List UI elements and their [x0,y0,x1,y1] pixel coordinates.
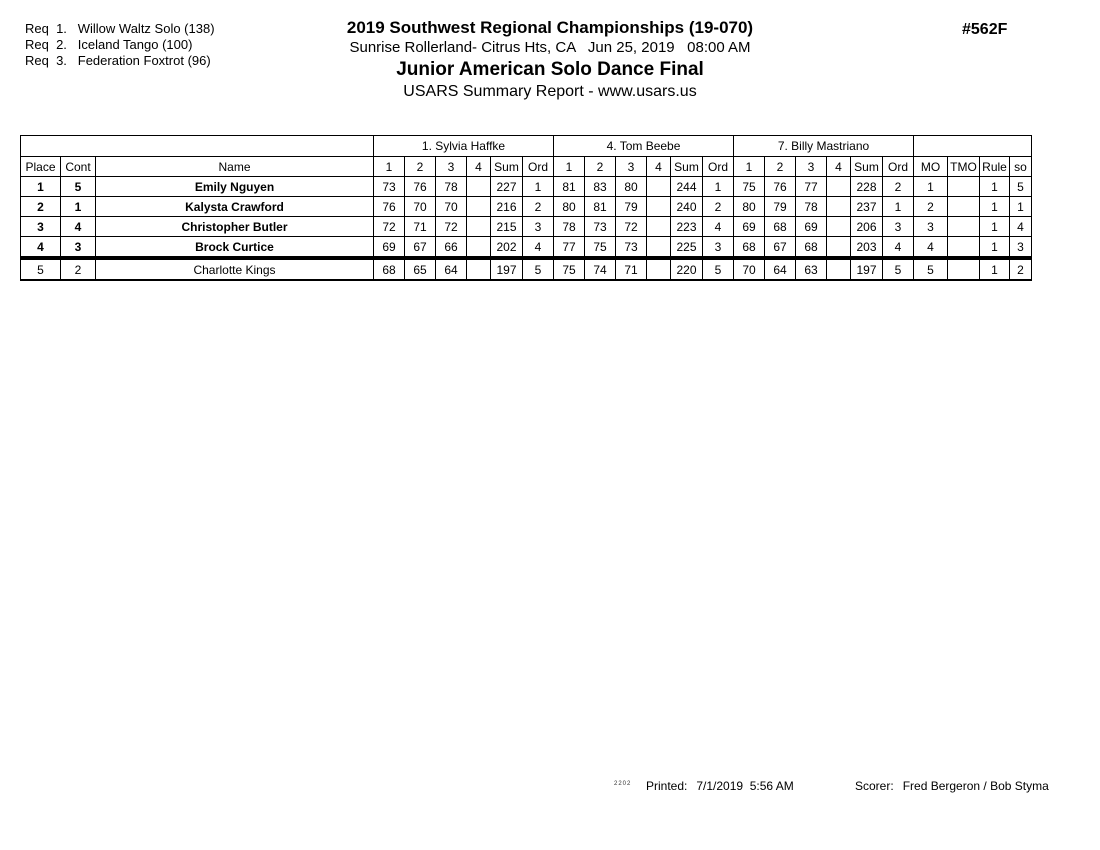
score-cell: 67 [765,237,796,259]
col-header-so: so [1010,157,1032,177]
score-cell: 65 [405,258,436,280]
cont-cell: 1 [61,197,96,217]
score-cell [647,197,671,217]
table-row [21,217,1032,237]
col-header-dance2: 2 [585,157,616,177]
event-title: Junior American Solo Dance Final [396,59,704,80]
mo-cell: 3 [914,217,948,237]
so-cell: 5 [1010,177,1032,197]
printed-value: 7/1/2019 5:56 AM [696,779,794,793]
score-cell: 78 [436,177,467,197]
score-cell [467,177,491,197]
ord-cell: 1 [883,197,914,217]
judge-row-spacer-left [21,136,374,157]
venue-datetime: Sunrise Rollerland- Citrus Hts, CA Jun 25, 2019 08:00 AM [349,39,751,56]
sum-cell: 206 [851,217,883,237]
score-cell: 64 [765,258,796,280]
table-row [21,258,1032,280]
ord-cell: 5 [703,258,734,280]
table-row [21,197,1032,217]
score-cell: 78 [554,217,585,237]
tmo-cell [948,177,980,197]
score-cell: 69 [796,217,827,237]
score-cell: 81 [585,197,616,217]
score-cell: 77 [554,237,585,259]
score-cell [827,237,851,259]
score-cell: 79 [616,197,647,217]
score-cell: 80 [734,197,765,217]
col-header-ord: Ord [883,157,914,177]
score-cell: 71 [616,258,647,280]
score-cell [647,258,671,280]
ord-cell: 1 [523,177,554,197]
tmo-cell [948,217,980,237]
col-header-place: Place [21,157,61,177]
ord-cell: 4 [703,217,734,237]
mo-cell: 1 [914,177,948,197]
event-code: #562F [962,21,1008,38]
judge-header: 7. Billy Mastriano [734,136,914,157]
tmo-cell [948,197,980,217]
score-cell: 73 [616,237,647,259]
place-cell: 5 [21,258,61,280]
col-header-cont: Cont [61,157,96,177]
col-header-dance1: 1 [374,157,405,177]
results-table [20,135,1032,281]
score-cell [467,237,491,259]
col-header-dance2: 2 [405,157,436,177]
col-header-dance3: 3 [616,157,647,177]
sum-cell: 202 [491,237,523,259]
sum-cell: 197 [851,258,883,280]
score-cell: 69 [374,237,405,259]
col-header-dance3: 3 [796,157,827,177]
score-cell: 72 [616,217,647,237]
score-cell: 66 [436,237,467,259]
score-cell [647,177,671,197]
col-header-dance4: 4 [827,157,851,177]
sum-cell: 223 [671,217,703,237]
col-header-dance4: 4 [647,157,671,177]
requirement-line: Req 3. Federation Foxtrot (96) [25,53,211,68]
score-cell: 80 [554,197,585,217]
score-cell: 69 [734,217,765,237]
ord-cell: 3 [703,237,734,259]
place-cell: 3 [21,217,61,237]
col-header-name: Name [96,157,374,177]
so-cell: 1 [1010,197,1032,217]
place-cell: 1 [21,177,61,197]
ord-cell: 5 [523,258,554,280]
report-type-line: USARS Summary Report - www.usars.us [403,83,697,100]
score-cell: 81 [554,177,585,197]
ord-cell: 2 [883,177,914,197]
ord-cell: 2 [703,197,734,217]
score-cell: 72 [436,217,467,237]
score-cell [647,217,671,237]
ord-cell: 1 [703,177,734,197]
col-header-sum: Sum [851,157,883,177]
score-cell: 71 [405,217,436,237]
print-code-note: 2202 [614,781,632,787]
sum-cell: 197 [491,258,523,280]
judge-header: 4. Tom Beebe [554,136,734,157]
sum-cell: 237 [851,197,883,217]
score-cell: 75 [585,237,616,259]
rule-cell: 1 [980,217,1010,237]
col-header-mo: MO [914,157,948,177]
so-cell: 3 [1010,237,1032,259]
judge-header-row [21,136,1032,157]
ord-cell: 4 [883,237,914,259]
name-cell: Charlotte Kings [96,258,374,280]
score-cell: 68 [796,237,827,259]
place-cell: 2 [21,197,61,217]
name-cell: Christopher Butler [96,217,374,237]
cont-cell: 4 [61,217,96,237]
page-title: 2019 Southwest Regional Championships (19-070) [346,18,754,37]
title-block [0,18,1100,103]
so-cell: 4 [1010,217,1032,237]
printed-info [646,779,794,793]
col-header-sum: Sum [671,157,703,177]
score-cell: 83 [585,177,616,197]
sum-cell: 228 [851,177,883,197]
mo-cell: 2 [914,197,948,217]
rule-cell: 1 [980,258,1010,280]
sum-cell: 225 [671,237,703,259]
score-cell: 74 [585,258,616,280]
col-header-dance3: 3 [436,157,467,177]
score-cell: 68 [374,258,405,280]
score-cell: 73 [374,177,405,197]
name-cell: Brock Curtice [96,237,374,259]
col-header-dance1: 1 [734,157,765,177]
col-header-tmo: TMO [948,157,980,177]
tmo-cell [948,237,980,259]
requirement-line: Req 2. Iceland Tango (100) [25,37,193,52]
cont-cell: 5 [61,177,96,197]
sum-cell: 227 [491,177,523,197]
rule-cell: 1 [980,197,1010,217]
mo-cell: 4 [914,237,948,259]
score-cell [827,217,851,237]
cont-cell: 3 [61,237,96,259]
place-cell: 4 [21,237,61,259]
scorer-value: Fred Bergeron / Bob Styma [902,779,1049,793]
score-cell: 76 [765,177,796,197]
printed-label: Printed: [646,779,688,793]
table-row [21,177,1032,197]
col-header-dance4: 4 [467,157,491,177]
scorer-label: Scorer: [855,779,894,793]
score-cell: 64 [436,258,467,280]
score-cell: 70 [734,258,765,280]
score-cell: 68 [765,217,796,237]
requirement-line: Req 1. Willow Waltz Solo (138) [25,21,215,36]
score-cell: 78 [796,197,827,217]
scorer-info [855,779,1049,793]
rule-cell: 1 [980,237,1010,259]
score-cell: 75 [554,258,585,280]
score-cell: 72 [374,217,405,237]
name-cell: Kalysta Crawford [96,197,374,217]
ord-cell: 3 [523,217,554,237]
score-cell [827,258,851,280]
score-cell [647,237,671,259]
sum-cell: 240 [671,197,703,217]
sum-cell: 203 [851,237,883,259]
table-row [21,237,1032,259]
score-cell: 75 [734,177,765,197]
sum-cell: 215 [491,217,523,237]
sum-cell: 220 [671,258,703,280]
sum-cell: 216 [491,197,523,217]
judge-row-spacer-right [914,136,1032,157]
cont-cell: 2 [61,258,96,280]
col-header-dance1: 1 [554,157,585,177]
score-cell [827,197,851,217]
score-cell [827,177,851,197]
score-cell: 70 [405,197,436,217]
col-header-dance2: 2 [765,157,796,177]
score-cell: 77 [796,177,827,197]
ord-cell: 5 [883,258,914,280]
name-cell: Emily Nguyen [96,177,374,197]
sum-cell: 244 [671,177,703,197]
rule-cell: 1 [980,177,1010,197]
score-cell [467,217,491,237]
score-cell: 68 [734,237,765,259]
score-cell: 79 [765,197,796,217]
tmo-cell [948,258,980,280]
score-cell: 80 [616,177,647,197]
score-cell: 73 [585,217,616,237]
judge-header: 1. Sylvia Haffke [374,136,554,157]
ord-cell: 3 [883,217,914,237]
score-cell: 70 [436,197,467,217]
col-header-ord: Ord [523,157,554,177]
score-cell: 67 [405,237,436,259]
col-header-ord: Ord [703,157,734,177]
ord-cell: 4 [523,237,554,259]
score-cell: 76 [405,177,436,197]
so-cell: 2 [1010,258,1032,280]
score-cell: 76 [374,197,405,217]
ord-cell: 2 [523,197,554,217]
column-header-row [21,157,1032,177]
col-header-rule: Rule [980,157,1010,177]
score-cell [467,258,491,280]
col-header-sum: Sum [491,157,523,177]
mo-cell: 5 [914,258,948,280]
score-cell: 63 [796,258,827,280]
score-cell [467,197,491,217]
